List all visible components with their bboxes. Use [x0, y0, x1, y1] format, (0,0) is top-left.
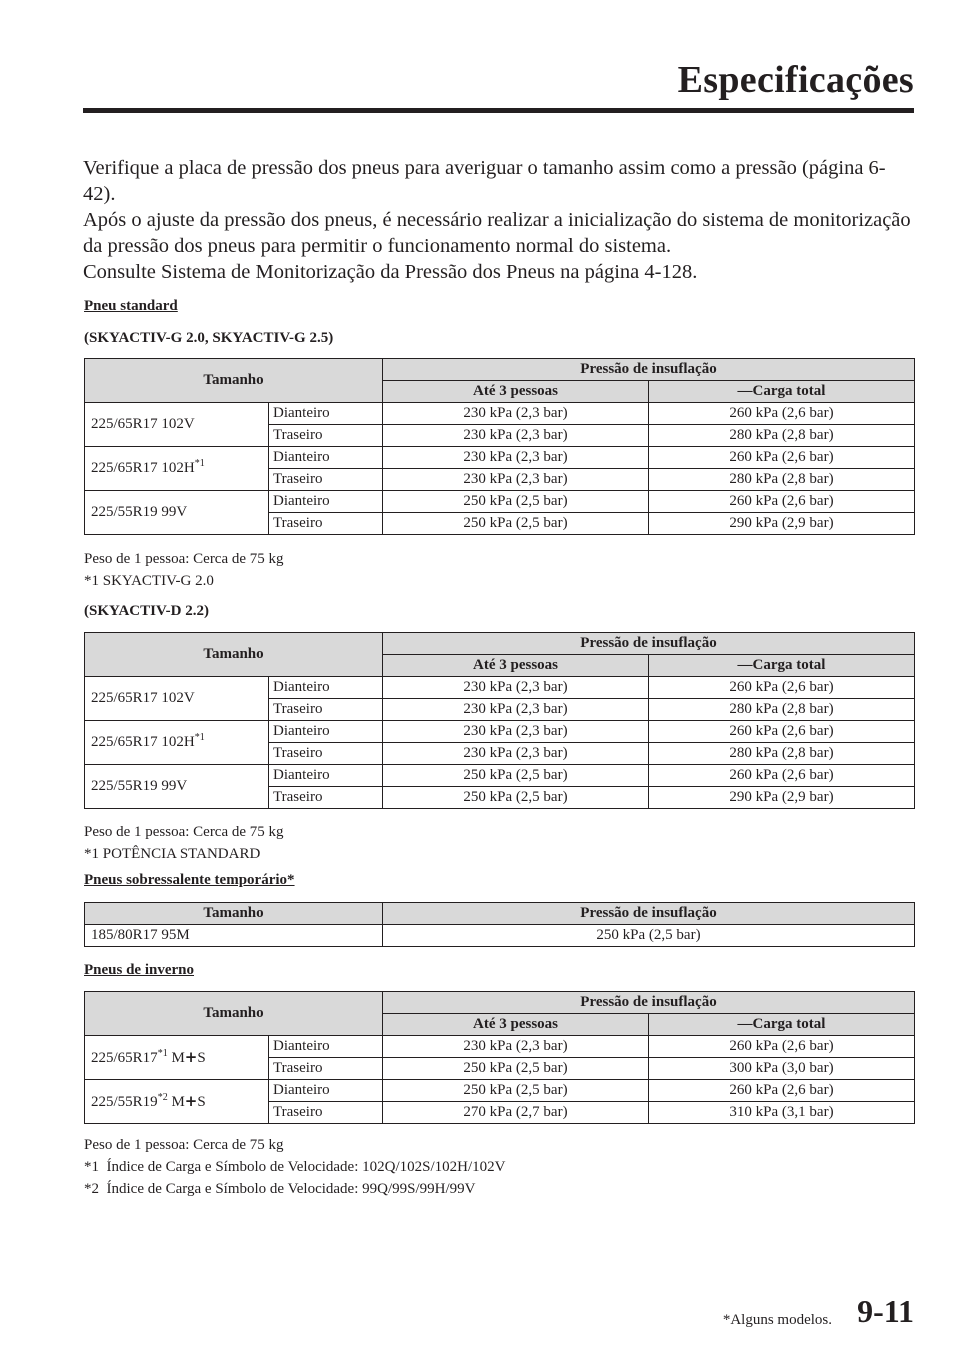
footnote-marker: *1 [194, 732, 205, 743]
header-size: Tamanho [85, 633, 383, 677]
intro-paragraph: Verifique a placa de pressão dos pneus para averiguar o tamanho assim como a pressão (página 6-42). [83, 157, 886, 205]
note-line: *1 Índice de Carga e Símbolo de Velocidade: 102Q/102S/102H/102V [84, 1159, 506, 1175]
tyre-size-text: 225/55R19 [91, 1093, 158, 1110]
note-line: *1 POTÊNCIA STANDARD [84, 846, 261, 862]
header-3-persons: Até 3 pessoas [383, 1014, 649, 1036]
position-front: Dianteiro [269, 765, 383, 787]
pressure-value: 280 kPa (2,8 bar) [649, 469, 915, 491]
mud-snow-s: S [197, 1049, 206, 1066]
pressure-value: 230 kPa (2,3 bar) [383, 1036, 649, 1058]
pressure-value: 250 kPa (2,5 bar) [383, 1080, 649, 1102]
tyre-size: 225/65R17 102V [85, 677, 269, 721]
pressure-value: 230 kPa (2,3 bar) [383, 721, 649, 743]
pressure-value: 230 kPa (2,3 bar) [383, 425, 649, 447]
header-size: Tamanho [85, 359, 383, 403]
footer-note: *Alguns modelos. [722, 1312, 832, 1328]
position-rear: Traseiro [269, 425, 383, 447]
table-row [85, 447, 915, 469]
pressure-table-skyactiv-d [84, 632, 915, 809]
header-size: Tamanho [85, 903, 383, 925]
table-row [85, 677, 915, 699]
note-line: *2 Índice de Carga e Símbolo de Velocidade: 99Q/99S/99H/99V [84, 1181, 476, 1197]
position-front: Dianteiro [269, 1080, 383, 1102]
tyre-size [85, 721, 269, 765]
notes-skyactiv-g [84, 548, 284, 592]
pressure-value: 230 kPa (2,3 bar) [383, 403, 649, 425]
position-front: Dianteiro [269, 447, 383, 469]
pressure-value: 250 kPa (2,5 bar) [383, 1058, 649, 1080]
footnote-marker: *1 [194, 458, 205, 469]
note-line: Peso de 1 pessoa: Cerca de 75 kg [84, 551, 284, 567]
pressure-value: 230 kPa (2,3 bar) [383, 447, 649, 469]
position-rear: Traseiro [269, 513, 383, 535]
tyre-size [85, 1036, 269, 1080]
tyre-size-text: 225/65R17 [91, 1049, 158, 1066]
pressure-table-skyactiv-g [84, 358, 915, 535]
tyre-size [85, 1080, 269, 1124]
section-heading-standard: Pneu standard [84, 298, 178, 314]
position-rear: Traseiro [269, 787, 383, 809]
pressure-value: 260 kPa (2,6 bar) [649, 1036, 915, 1058]
table-row [85, 1080, 915, 1102]
table-row [85, 721, 915, 743]
pressure-value: 250 kPa (2,5 bar) [383, 765, 649, 787]
position-rear: Traseiro [269, 1058, 383, 1080]
pressure-value: 290 kPa (2,9 bar) [649, 787, 915, 809]
position-rear: Traseiro [269, 699, 383, 721]
pressure-value: 270 kPa (2,7 bar) [383, 1102, 649, 1124]
section-heading-winter: Pneus de inverno [84, 962, 195, 978]
pressure-value: 260 kPa (2,6 bar) [649, 447, 915, 469]
page-title: Especificações [677, 59, 914, 101]
position-rear: Traseiro [269, 1102, 383, 1124]
pressure-table-spare [84, 902, 915, 947]
intro-paragraph: Após o ajuste da pressão dos pneus, é necessário realizar a inicialização do sistema de monitorização da pressão dos pneus para permitir o funcionamento normal do sistema. [83, 209, 911, 257]
pressure-value: 260 kPa (2,6 bar) [649, 721, 915, 743]
note-line: Peso de 1 pessoa: Cerca de 75 kg [84, 824, 284, 840]
header-pressure: Pressão de insuflação [383, 359, 915, 381]
plus-icon: + [184, 1047, 198, 1066]
tyre-size: 225/55R19 99V [85, 491, 269, 535]
section-heading-spare: Pneus sobressalente temporário* [84, 872, 295, 888]
position-front: Dianteiro [269, 721, 383, 743]
tyre-size: 225/55R19 99V [85, 765, 269, 809]
position-rear: Traseiro [269, 469, 383, 491]
pressure-value: 260 kPa (2,6 bar) [649, 677, 915, 699]
pressure-value: 260 kPa (2,6 bar) [649, 403, 915, 425]
pressure-value: 230 kPa (2,3 bar) [383, 677, 649, 699]
position-front: Dianteiro [269, 1036, 383, 1058]
intro-paragraph: Consulte Sistema de Monitorização da Pressão dos Pneus na página 4-128. [83, 261, 698, 283]
subheading-skyactiv-g: (SKYACTIV-G 2.0, SKYACTIV-G 2.5) [84, 330, 334, 346]
header-3-persons: Até 3 pessoas [383, 655, 649, 677]
table-row [85, 403, 915, 425]
pressure-value: 290 kPa (2,9 bar) [649, 513, 915, 535]
position-front: Dianteiro [269, 491, 383, 513]
pressure-value: 310 kPa (3,1 bar) [649, 1102, 915, 1124]
tyre-size-text: 225/65R17 102H [91, 734, 195, 750]
footnote-marker: *2 [157, 1091, 168, 1103]
tyre-size: 225/65R17 102V [85, 403, 269, 447]
header-3-persons: Até 3 pessoas [383, 381, 649, 403]
pressure-value: 280 kPa (2,8 bar) [649, 425, 915, 447]
position-front: Dianteiro [269, 403, 383, 425]
mud-snow-s: S [197, 1093, 206, 1110]
header-pressure: Pressão de insuflação [383, 903, 915, 925]
pressure-value: 230 kPa (2,3 bar) [383, 743, 649, 765]
table-row [85, 765, 915, 787]
pressure-value: 230 kPa (2,3 bar) [383, 699, 649, 721]
note-line: Peso de 1 pessoa: Cerca de 75 kg [84, 1137, 284, 1153]
pressure-value: 280 kPa (2,8 bar) [649, 743, 915, 765]
notes-winter [84, 1134, 505, 1200]
subheading-skyactiv-d: (SKYACTIV-D 2.2) [84, 603, 210, 619]
pressure-value: 260 kPa (2,6 bar) [649, 1080, 915, 1102]
tyre-size [85, 447, 269, 491]
pressure-value: 300 kPa (3,0 bar) [649, 1058, 915, 1080]
header-full-load: —Carga total [649, 1014, 915, 1036]
table-row [85, 491, 915, 513]
table-row [85, 1036, 915, 1058]
pressure-value: 250 kPa (2,5 bar) [383, 787, 649, 809]
header-pressure: Pressão de insuflação [383, 992, 915, 1014]
tyre-size-text: 225/65R17 102H [91, 460, 195, 476]
pressure-table-winter [84, 991, 915, 1124]
mud-snow-m: M [171, 1049, 185, 1066]
notes-skyactiv-d [84, 821, 284, 865]
position-front: Dianteiro [269, 677, 383, 699]
pressure-value: 250 kPa (2,5 bar) [383, 491, 649, 513]
pressure-value: 230 kPa (2,3 bar) [383, 469, 649, 491]
pressure-value: 250 kPa (2,5 bar) [383, 925, 915, 947]
tyre-size: 185/80R17 95M [85, 925, 383, 947]
intro-text [83, 155, 913, 285]
position-rear: Traseiro [269, 743, 383, 765]
header-rule [83, 108, 914, 113]
note-line: *1 SKYACTIV-G 2.0 [84, 573, 214, 589]
header-full-load: —Carga total [649, 381, 915, 403]
header-size: Tamanho [85, 992, 383, 1036]
header-full-load: —Carga total [649, 655, 915, 677]
mud-snow-m: M [171, 1093, 185, 1110]
pressure-value: 260 kPa (2,6 bar) [649, 491, 915, 513]
plus-icon: + [184, 1091, 198, 1110]
footnote-marker: *1 [157, 1047, 168, 1059]
header-pressure: Pressão de insuflação [383, 633, 915, 655]
pressure-value: 250 kPa (2,5 bar) [383, 513, 649, 535]
pressure-value: 280 kPa (2,8 bar) [649, 699, 915, 721]
pressure-value: 260 kPa (2,6 bar) [649, 765, 915, 787]
page-number: 9-11 [857, 1293, 914, 1329]
table-row [85, 925, 915, 947]
